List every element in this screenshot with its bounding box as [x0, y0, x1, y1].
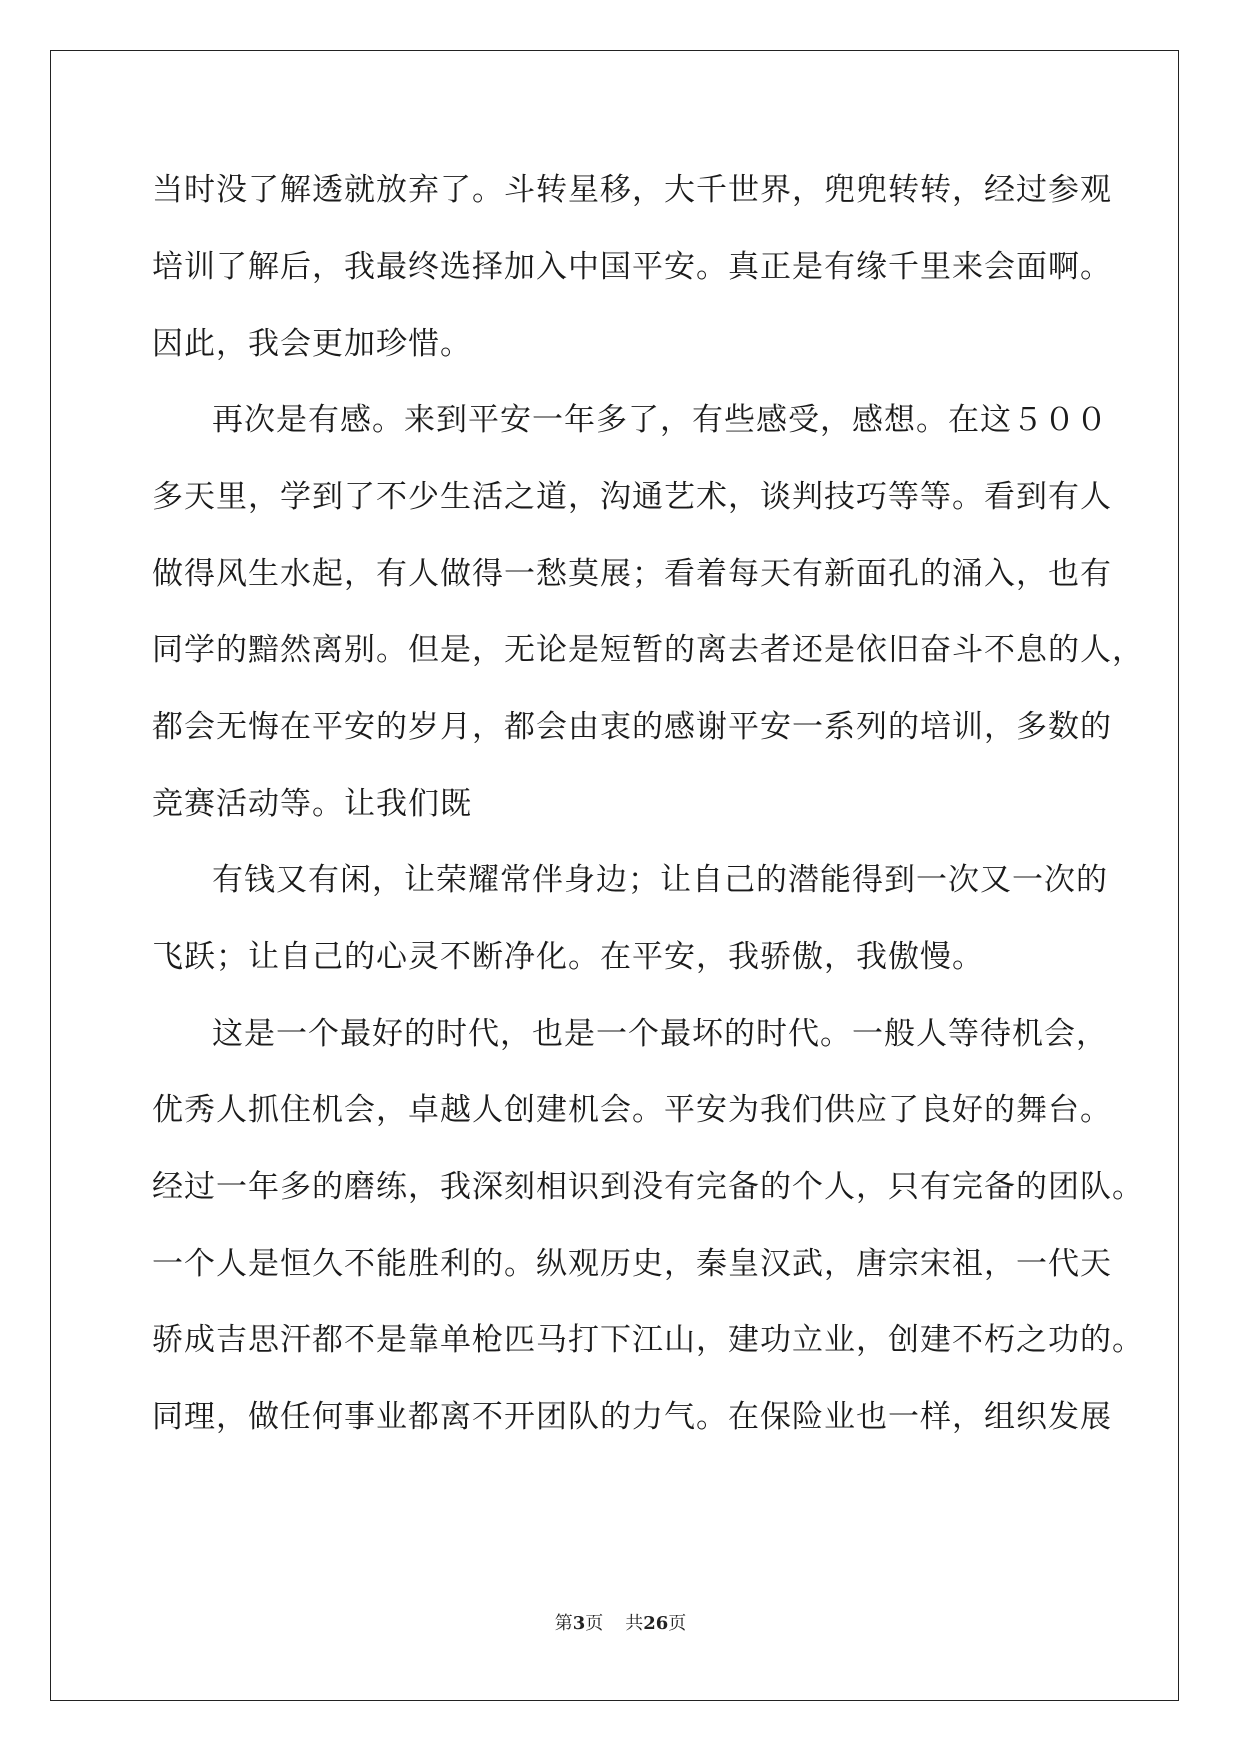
total-prefix: 共	[625, 1613, 644, 1634]
text-line: 飞跃；让自己的心灵不断净化。在平安，我骄傲，我傲慢。	[152, 939, 984, 975]
total-suffix: 页	[668, 1613, 687, 1634]
text-line: 当时没了解透就放弃了。斗转星移，大千世界，兜兜转转，经过参观	[152, 172, 1112, 208]
text-line: 都会无悔在平安的岁月，都会由衷的感谢平安一系列的培训，多数的	[152, 709, 1112, 745]
text-line: 经过一年多的磨练，我深刻相识到没有完备的个人，只有完备的团队。	[152, 1169, 1144, 1205]
text-line: 多天里，学到了不少生活之道，沟通艺术，谈判技巧等等。看到有人	[152, 479, 1112, 515]
text-line: 做得风生水起，有人做得一愁莫展；看着每天有新面孔的涌入，也有	[152, 556, 1112, 592]
text-line: 同理，做任何事业都离不开团队的力气。在保险业也一样，组织发展	[152, 1399, 1112, 1435]
text-line: 优秀人抓住机会，卓越人创建机会。平安为我们供应了良好的舞台。	[152, 1092, 1112, 1128]
text-line: 因此，我会更加珍惜。	[152, 326, 472, 362]
paragraph-first-line: 再次是有感。来到平安一年多了，有些感受，感想。在这５００	[212, 402, 1108, 438]
text-line: 竞赛活动等。让我们既	[152, 786, 472, 822]
text-line: 同学的黯然离别。但是，无论是短暂的离去者还是依旧奋斗不息的人，	[152, 632, 1144, 668]
paragraph-first-line: 这是一个最好的时代，也是一个最坏的时代。一般人等待机会，	[212, 1016, 1108, 1052]
page-current: 3	[572, 1613, 586, 1634]
paragraph-first-line: 有钱又有闲，让荣耀常伴身边；让自己的潜能得到一次又一次的	[212, 862, 1108, 898]
text-line: 骄成吉思汗都不是靠单枪匹马打下江山，建功立业，创建不朽之功的。	[152, 1322, 1144, 1358]
page-footer	[0, 1612, 1241, 1636]
text-line: 一个人是恒久不能胜利的。纵观历史，秦皇汉武，唐宗宋祖，一代天	[152, 1246, 1112, 1282]
page-total: 26	[643, 1613, 669, 1634]
page-prefix: 第	[554, 1613, 573, 1634]
page-suffix: 页	[585, 1613, 604, 1634]
text-line: 培训了解后，我最终选择加入中国平安。真正是有缘千里来会面啊。	[152, 249, 1112, 285]
